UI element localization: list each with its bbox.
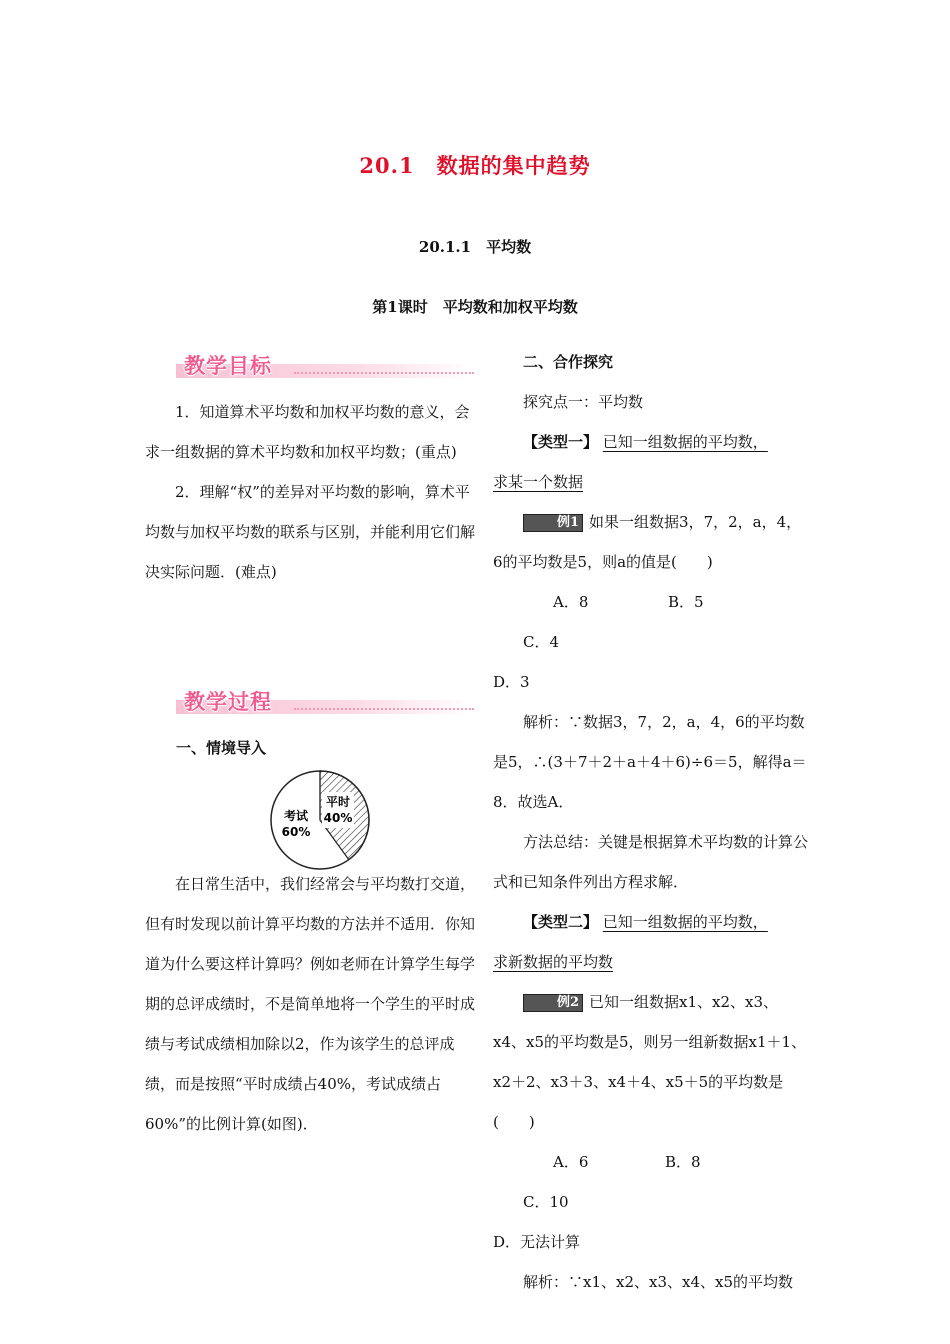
pie-daily-pct: 40% bbox=[323, 811, 353, 825]
section-subtitle: 20.1.1 平均数 bbox=[418, 238, 532, 256]
type1-title-a: 已知一组数据的平均数， bbox=[602, 433, 768, 451]
goals-banner-label: 教学目标 bbox=[184, 354, 272, 378]
right-column bbox=[493, 342, 808, 1302]
process-banner bbox=[176, 686, 474, 716]
type1-tag: 【类型一】 bbox=[523, 433, 599, 451]
goal-2: 2．理解“权”的差异对平均数的影响，算术平均数与加权平均数的联系与区别，并能利用它们解决实际问题．(难点) bbox=[145, 483, 476, 581]
process-banner-label: 教学过程 bbox=[184, 690, 272, 714]
ex1-option-b: B．5 bbox=[668, 593, 704, 611]
pie-daily-label: 平时 bbox=[325, 795, 351, 809]
type2-tag: 【类型二】 bbox=[523, 913, 599, 931]
ex2-option-b: B．8 bbox=[665, 1153, 701, 1171]
explore-point-1: 探究点一：平均数 bbox=[523, 393, 644, 411]
example-2-solution: 解析：∵x1、x2、x3、x4、x5的平均数 bbox=[523, 1273, 794, 1291]
type2-title-a: 已知一组数据的平均数， bbox=[602, 913, 768, 931]
example-2-badge: 例2 bbox=[523, 994, 583, 1012]
ex2-option-d: D．无法计算 bbox=[493, 1233, 581, 1251]
goals-block bbox=[145, 392, 475, 592]
section-explore-heading: 二、合作探究 bbox=[523, 353, 614, 371]
lesson-title: 第1课时 平均数和加权平均数 bbox=[372, 298, 578, 316]
example-1-method: 方法总结：关键是根据算术平均数的计算公式和已知条件列出方程求解． bbox=[493, 833, 809, 891]
section-intro-heading: 一、情境导入 bbox=[176, 739, 267, 757]
goal-1: 1．知道算术平均数和加权平均数的意义，会求一组数据的算术平均数和加权平均数；(重点) bbox=[145, 403, 470, 461]
ex2-option-a: A．6 bbox=[553, 1153, 589, 1171]
ex1-option-d: D．3 bbox=[493, 673, 530, 691]
ex1-option-c: C．4 bbox=[523, 633, 560, 651]
example-1-badge: 例1 bbox=[523, 514, 583, 532]
pie-exam-pct: 60% bbox=[281, 825, 311, 839]
type1-title-b: 求某一个数据 bbox=[493, 473, 584, 491]
pie-exam-label: 考试 bbox=[283, 809, 309, 823]
grade-pie-chart bbox=[268, 768, 372, 872]
intro-paragraph-block bbox=[145, 864, 475, 1144]
ex1-option-a: A．8 bbox=[553, 593, 589, 611]
example-2-text: 已知一组数据x1、x2、x3、x4、x5的平均数是5，则另一组新数据x1＋1、x2＋2、x3＋3、x4＋4、x5＋5的平均数是( ) bbox=[493, 993, 807, 1131]
example-1-options bbox=[493, 582, 808, 662]
ex2-option-c: C．10 bbox=[523, 1193, 569, 1211]
example-1-text: 如果一组数据3，7，2，a，4，6的平均数是5，则a的值是( ) bbox=[493, 513, 802, 571]
example-2-options bbox=[493, 1142, 808, 1222]
intro-paragraph: 在日常生活中，我们经常会与平均数打交道，但有时发现以前计算平均数的方法并不适用．你知道为什么要这样计算吗？例如老师在计算学生每学期的总评成绩时，不是简单地将一个学生的平时成绩与考试成绩相加除以2，作为该学生的总评成绩，而是按照“平时成绩占40%，考试成绩占60%”的比例计算(如图)． bbox=[145, 875, 476, 1133]
example-1-solution: 解析：∵数据3，7，2，a，4，6的平均数是5，∴(3＋7＋2＋a＋4＋6)÷6＝5，解得a＝8．故选A． bbox=[493, 713, 807, 811]
type2-title-b: 求新数据的平均数 bbox=[493, 953, 614, 971]
page-title: 20.1 数据的集中趋势 bbox=[359, 153, 591, 178]
goals-banner bbox=[176, 350, 474, 380]
